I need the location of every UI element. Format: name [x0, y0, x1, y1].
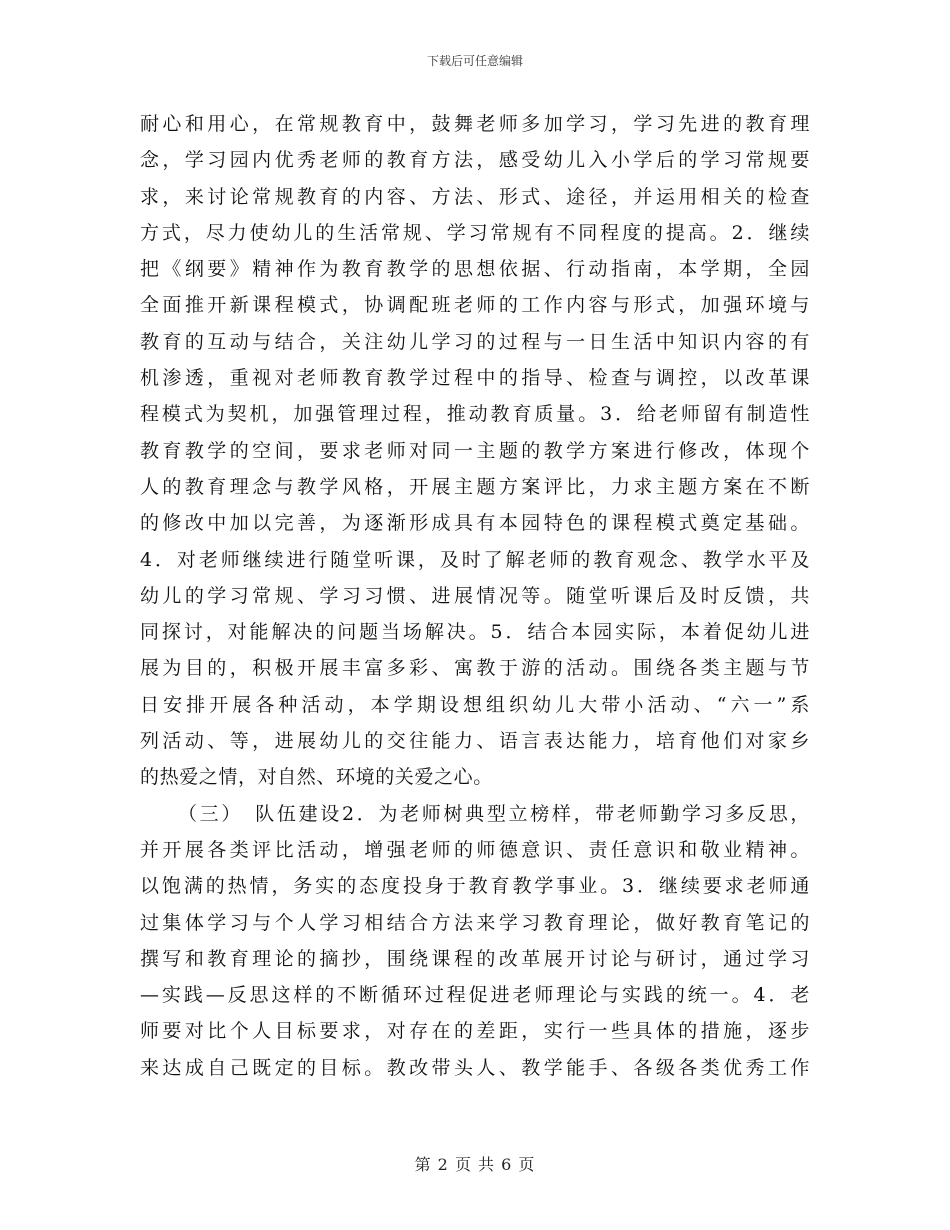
body-line: 把《纲要》精神作为教育教学的思想依据、行动指南，本学期，全园 [140, 258, 810, 281]
body-line: 的修改中加以完善，为逐渐形成具有本园特色的课程模式奠定基础。 [140, 512, 810, 535]
body-line: 来达成自己既定的目标。教改带头人、教学能手、各级各类优秀工作 [140, 1056, 810, 1079]
section-heading-line: （三） 队伍建设2．为老师树典型立榜样，带老师勤学习多反思， [178, 802, 810, 825]
body-line: 列活动、等，进展幼儿的交往能力、语言表达能力，培育他们对家乡 [140, 730, 810, 753]
body-line: —实践—反思这样的不断循环过程促进老师理论与实践的统一。4．老 [140, 984, 810, 1007]
body-line: 耐心和用心，在常规教育中，鼓舞老师多加学习，学习先进的教育理 [140, 113, 810, 135]
body-line: 并开展各类评比活动，增强老师的师德意识、责任意识和敬业精神。 [140, 838, 810, 861]
body-line: 教育教学的空间，要求老师对同一主题的教学方案进行修改，体现个 [140, 439, 810, 462]
document-body [140, 106, 810, 1086]
body-line: 撰写和教育理论的摘抄，围绕课程的改革展开讨论与研讨，通过学习 [140, 947, 810, 970]
body-line: 程模式为契机，加强管理过程，推动教育质量。3．给老师留有制造性 [140, 403, 810, 426]
body-line: 展为目的，积极开展丰富多彩、寓教于游的活动。围绕各类主题与节 [140, 657, 810, 680]
header-note: 下载后可任意编辑 [426, 54, 523, 68]
body-line: 师要对比个人目标要求，对存在的差距，实行一些具体的措施，逐步 [140, 1020, 810, 1043]
body-line: 以饱满的热情，务实的态度投身于教育教学事业。3．继续要求老师通 [140, 875, 810, 898]
page-number: 第 2 页 共 6 页 [414, 1155, 536, 1174]
body-line: 同探讨，对能解决的问题当场解决。5．结合本园实际，本着促幼儿进 [140, 621, 810, 644]
body-line: 机渗透，重视对老师教育教学过程中的指导、检查与调控，以改革课 [140, 367, 810, 390]
body-line: 幼儿的学习常规、学习习惯、进展情况等。随堂听课后及时反馈，共 [140, 584, 810, 607]
body-line: 人的教育理念与教学风格，开展主题方案评比，力求主题方案在不断 [140, 475, 810, 498]
body-line: 的热爱之情，对自然、环境的关爱之心。 [140, 766, 493, 789]
body-line: 念，学习园内优秀老师的教育方法，感受幼儿入小学后的学习常规要 [140, 149, 810, 172]
body-line: 求，来讨论常规教育的内容、方法、形式、途径，并运用相关的检查 [140, 185, 810, 208]
body-line: 方式，尽力使幼儿的生活常规、学习常规有不同程度的提高。2．继续 [140, 221, 810, 244]
body-line: 4．对老师继续进行随堂听课，及时了解老师的教育观念、教学水平及 [140, 548, 810, 571]
body-line: 教育的互动与结合，关注幼儿学习的过程与一日生活中知识内容的有 [140, 330, 810, 353]
body-line: 日安排开展各种活动，本学期设想组织幼儿大带小活动、“六一”系 [140, 693, 810, 716]
body-line: 全面推开新课程模式，协调配班老师的工作内容与形式，加强环境与 [140, 294, 810, 317]
body-line: 过集体学习与个人学习相结合方法来学习教育理论，做好教育笔记的 [140, 911, 810, 934]
